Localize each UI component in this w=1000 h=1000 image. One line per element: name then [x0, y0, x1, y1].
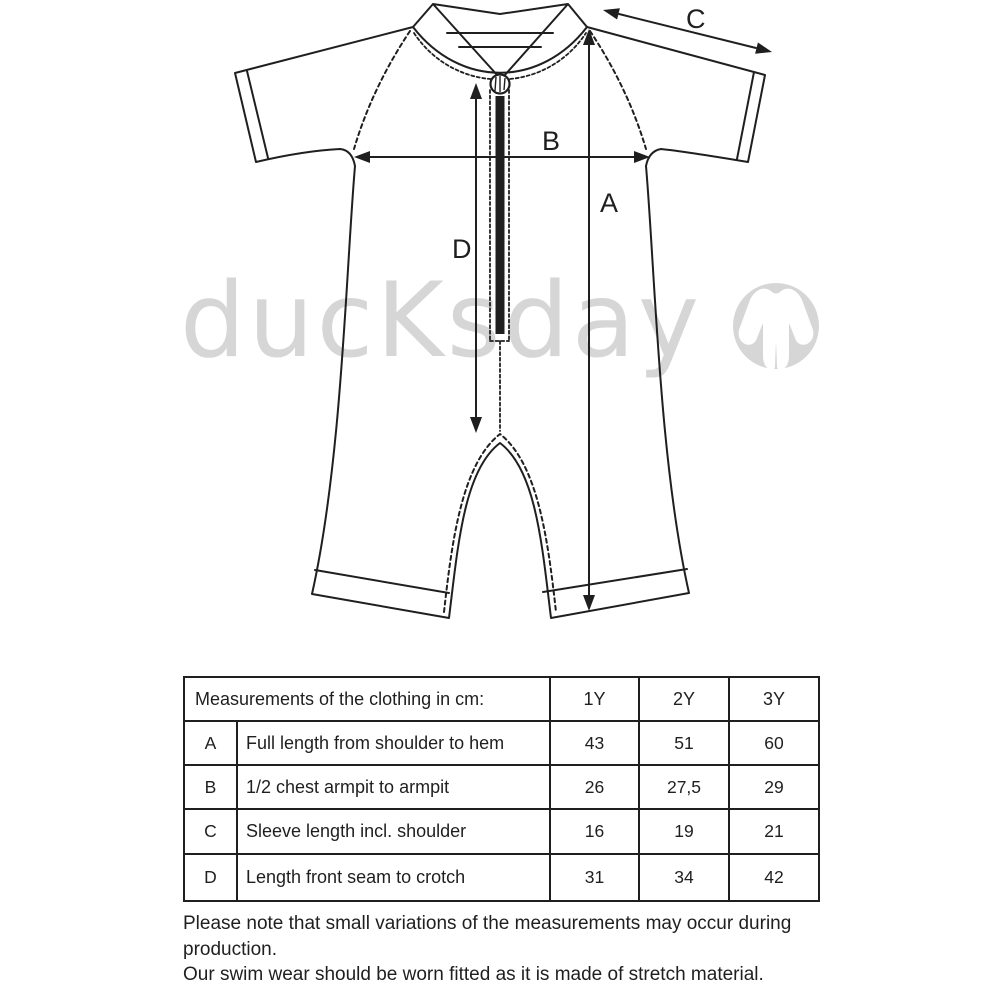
- table-cell-description: 1/2 chest armpit to armpit: [238, 766, 551, 810]
- table-cell-value: 60: [730, 722, 818, 766]
- table-header-size-3y: 3Y: [730, 678, 818, 722]
- table-header-title: Measurements of the clothing in cm:: [185, 678, 551, 722]
- measurements-table: [183, 676, 820, 902]
- table-cell-key: C: [185, 810, 238, 855]
- label-d: D: [452, 234, 472, 264]
- table-cell-description: Full length from shoulder to hem: [238, 722, 551, 766]
- note-line: production.: [183, 938, 278, 960]
- table-cell-key: D: [185, 855, 238, 900]
- table-cell-value: 51: [640, 722, 730, 766]
- table-cell-value: 29: [730, 766, 818, 810]
- label-b: B: [542, 126, 561, 156]
- table-cell-key: A: [185, 722, 238, 766]
- table-cell-value: 43: [551, 722, 640, 766]
- table-cell-value: 21: [730, 810, 818, 855]
- label-a: A: [600, 188, 619, 218]
- table-cell-value: 16: [551, 810, 640, 855]
- table-cell-description: Length front seam to crotch: [238, 855, 551, 900]
- ducksday-logo-icon: [733, 283, 819, 370]
- table-cell-key: B: [185, 766, 238, 810]
- table-header-size-2y: 2Y: [640, 678, 730, 722]
- table-cell-value: 26: [551, 766, 640, 810]
- note-line: Our swim wear should be worn fitted as it is made of stretch material.: [183, 964, 764, 985]
- label-c: C: [686, 4, 706, 34]
- watermark-text: ducKsday: [180, 261, 702, 381]
- table-cell-description: Sleeve length incl. shoulder: [238, 810, 551, 855]
- table-cell-value: 42: [764, 867, 784, 887]
- production-notes: [183, 911, 791, 988]
- table-cell-value: 19: [640, 810, 730, 855]
- table-header-size-1y: 1Y: [551, 678, 640, 722]
- note-line: Please note that small variations of the measurements may occur during: [183, 913, 792, 934]
- table-cell-value: 34: [640, 855, 730, 900]
- table-cell-value: 27,5: [640, 766, 730, 810]
- table-cell-value: 31: [551, 855, 640, 900]
